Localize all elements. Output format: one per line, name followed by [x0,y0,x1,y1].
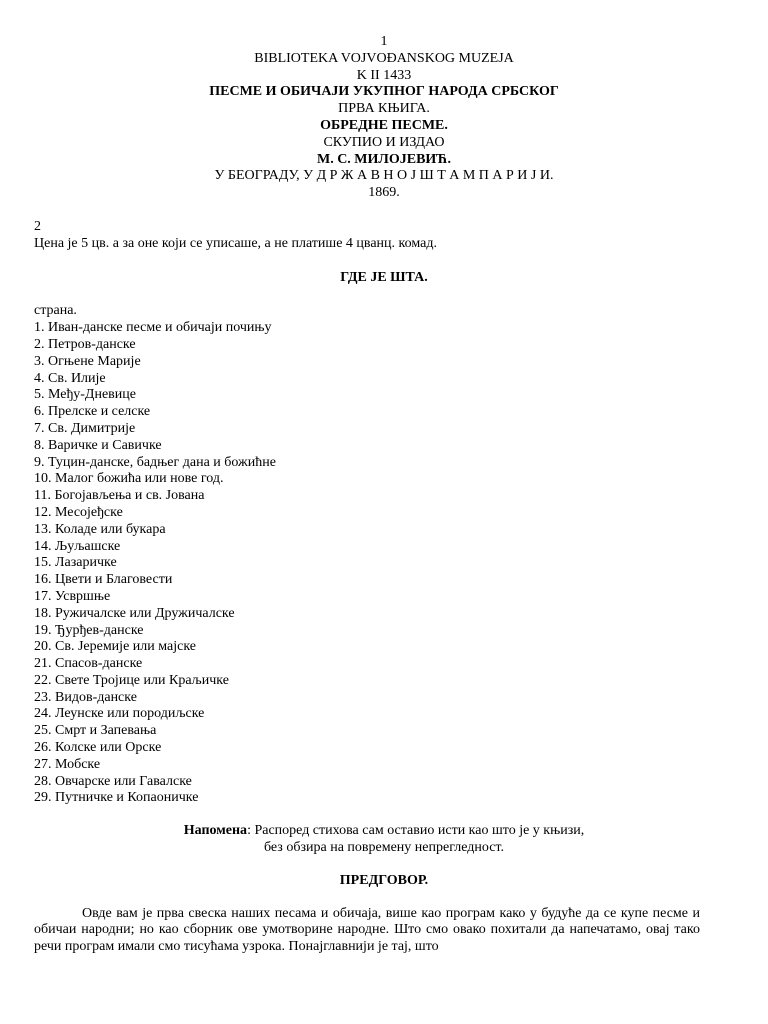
list-item: 21. Спасов-данске [34,656,143,672]
list-item: 10. Малог божића или нове год. [34,471,224,487]
list-item: 14. Љуљашске [34,538,121,554]
note-block [34,823,734,857]
list-item: 19. Ђурђев-данске [34,622,144,638]
list-item: 3. Огњене Марије [34,353,141,369]
list-item: 27. Мобске [34,756,101,772]
list-item: 22. Свете Тројице или Краљичке [34,672,229,688]
list-item: 17. Усвршње [34,588,111,604]
preface-paragraph: Овде вам је прва свеска наших песама и обичаја, више као програм како у будуће да се купе песме и обичаи народни; но као сборник ове умотворине народне. Што смо овако похитали да напечатамо, овај тако речи програм имали смо тисућама узрока. Понајглавнији је тај, што [34,905,700,955]
list-item: 24. Леунске или породиљске [34,706,205,722]
note-line-2: без обзира на повремену непрегледност. [263,840,504,856]
list-item: 13. Коладе или букара [34,521,166,537]
list-item: 20. Св. Јеремије или мајске [34,639,196,655]
call-number: K II 1433 [356,67,412,83]
publisher-line: У БЕОГРАДУ, У Д Р Ж А В Н О Ј Ш Т А М П А Р И Ј И. [214,168,554,184]
title-block [34,34,734,202]
list-item: 12. Месојеђске [34,504,123,520]
book-subtitle: ОБРЕДНЕ ПЕСМЕ. [320,117,448,133]
collected-by: СКУПИО И ИЗДАО [323,134,445,150]
list-item: 2. Петров-данске [34,336,136,352]
list-item: 28. Овчарске или Гавалске [34,773,192,789]
list-item: 18. Ружичалске или Дружичалске [34,605,235,621]
contents-heading: ГДЕ ЈЕ ШТА. [340,269,428,285]
price-text: Цена је 5 цв. а за оне који се уписаше, а не платише 4 цванц. комад. [34,235,437,251]
list-item: 11. Богојављења и св. Јована [34,488,205,504]
list-item: 26. Колске или Орске [34,740,162,756]
list-item: 9. Туцин-данске, бадњег дана и божићне [34,454,276,470]
list-item: 8. Варичке и Савичке [34,437,162,453]
contents-list [34,303,734,807]
library-name: BIBLIOTEKA VOJVOĐANSKOG MUZEJA [254,50,514,66]
list-item: 1. Иван-данске песме и обичаји почињу [34,320,272,336]
preface-heading: ПРЕДГОВОР. [339,872,429,888]
list-item: 6. Прелске и селске [34,404,151,420]
list-item: 29. Путничке и Копаоничке [34,790,199,806]
list-item: 15. Лазаричке [34,555,117,571]
note-line-1: : Распоред стихова сам оставио исти као што је у књизи, [247,823,585,839]
book-volume: ПРВА КЊИГА. [338,101,430,117]
publication-year: 1869. [368,185,400,201]
list-item: 16. Цвети и Благовести [34,572,173,588]
page-number-2: 2 [34,218,41,234]
list-item: 25. Смрт и Запевања [34,723,157,739]
author-name: М. С. МИЛОЈЕВИЋ. [316,151,451,167]
list-item: 5. Међу-Дневице [34,387,136,403]
contents-page-label: страна. [34,303,77,319]
list-item: 23. Видов-данске [34,689,137,705]
price-block [34,219,734,253]
note-label: Напомена [183,823,248,839]
list-item: 4. Св. Илије [34,370,106,386]
book-title: ПЕСМЕ И ОБИЧАЈИ УКУПНОГ НАРОДА СРБСКОГ [209,84,559,100]
page-number-1: 1 [380,34,388,49]
list-item: 7. Св. Димитрије [34,420,136,436]
